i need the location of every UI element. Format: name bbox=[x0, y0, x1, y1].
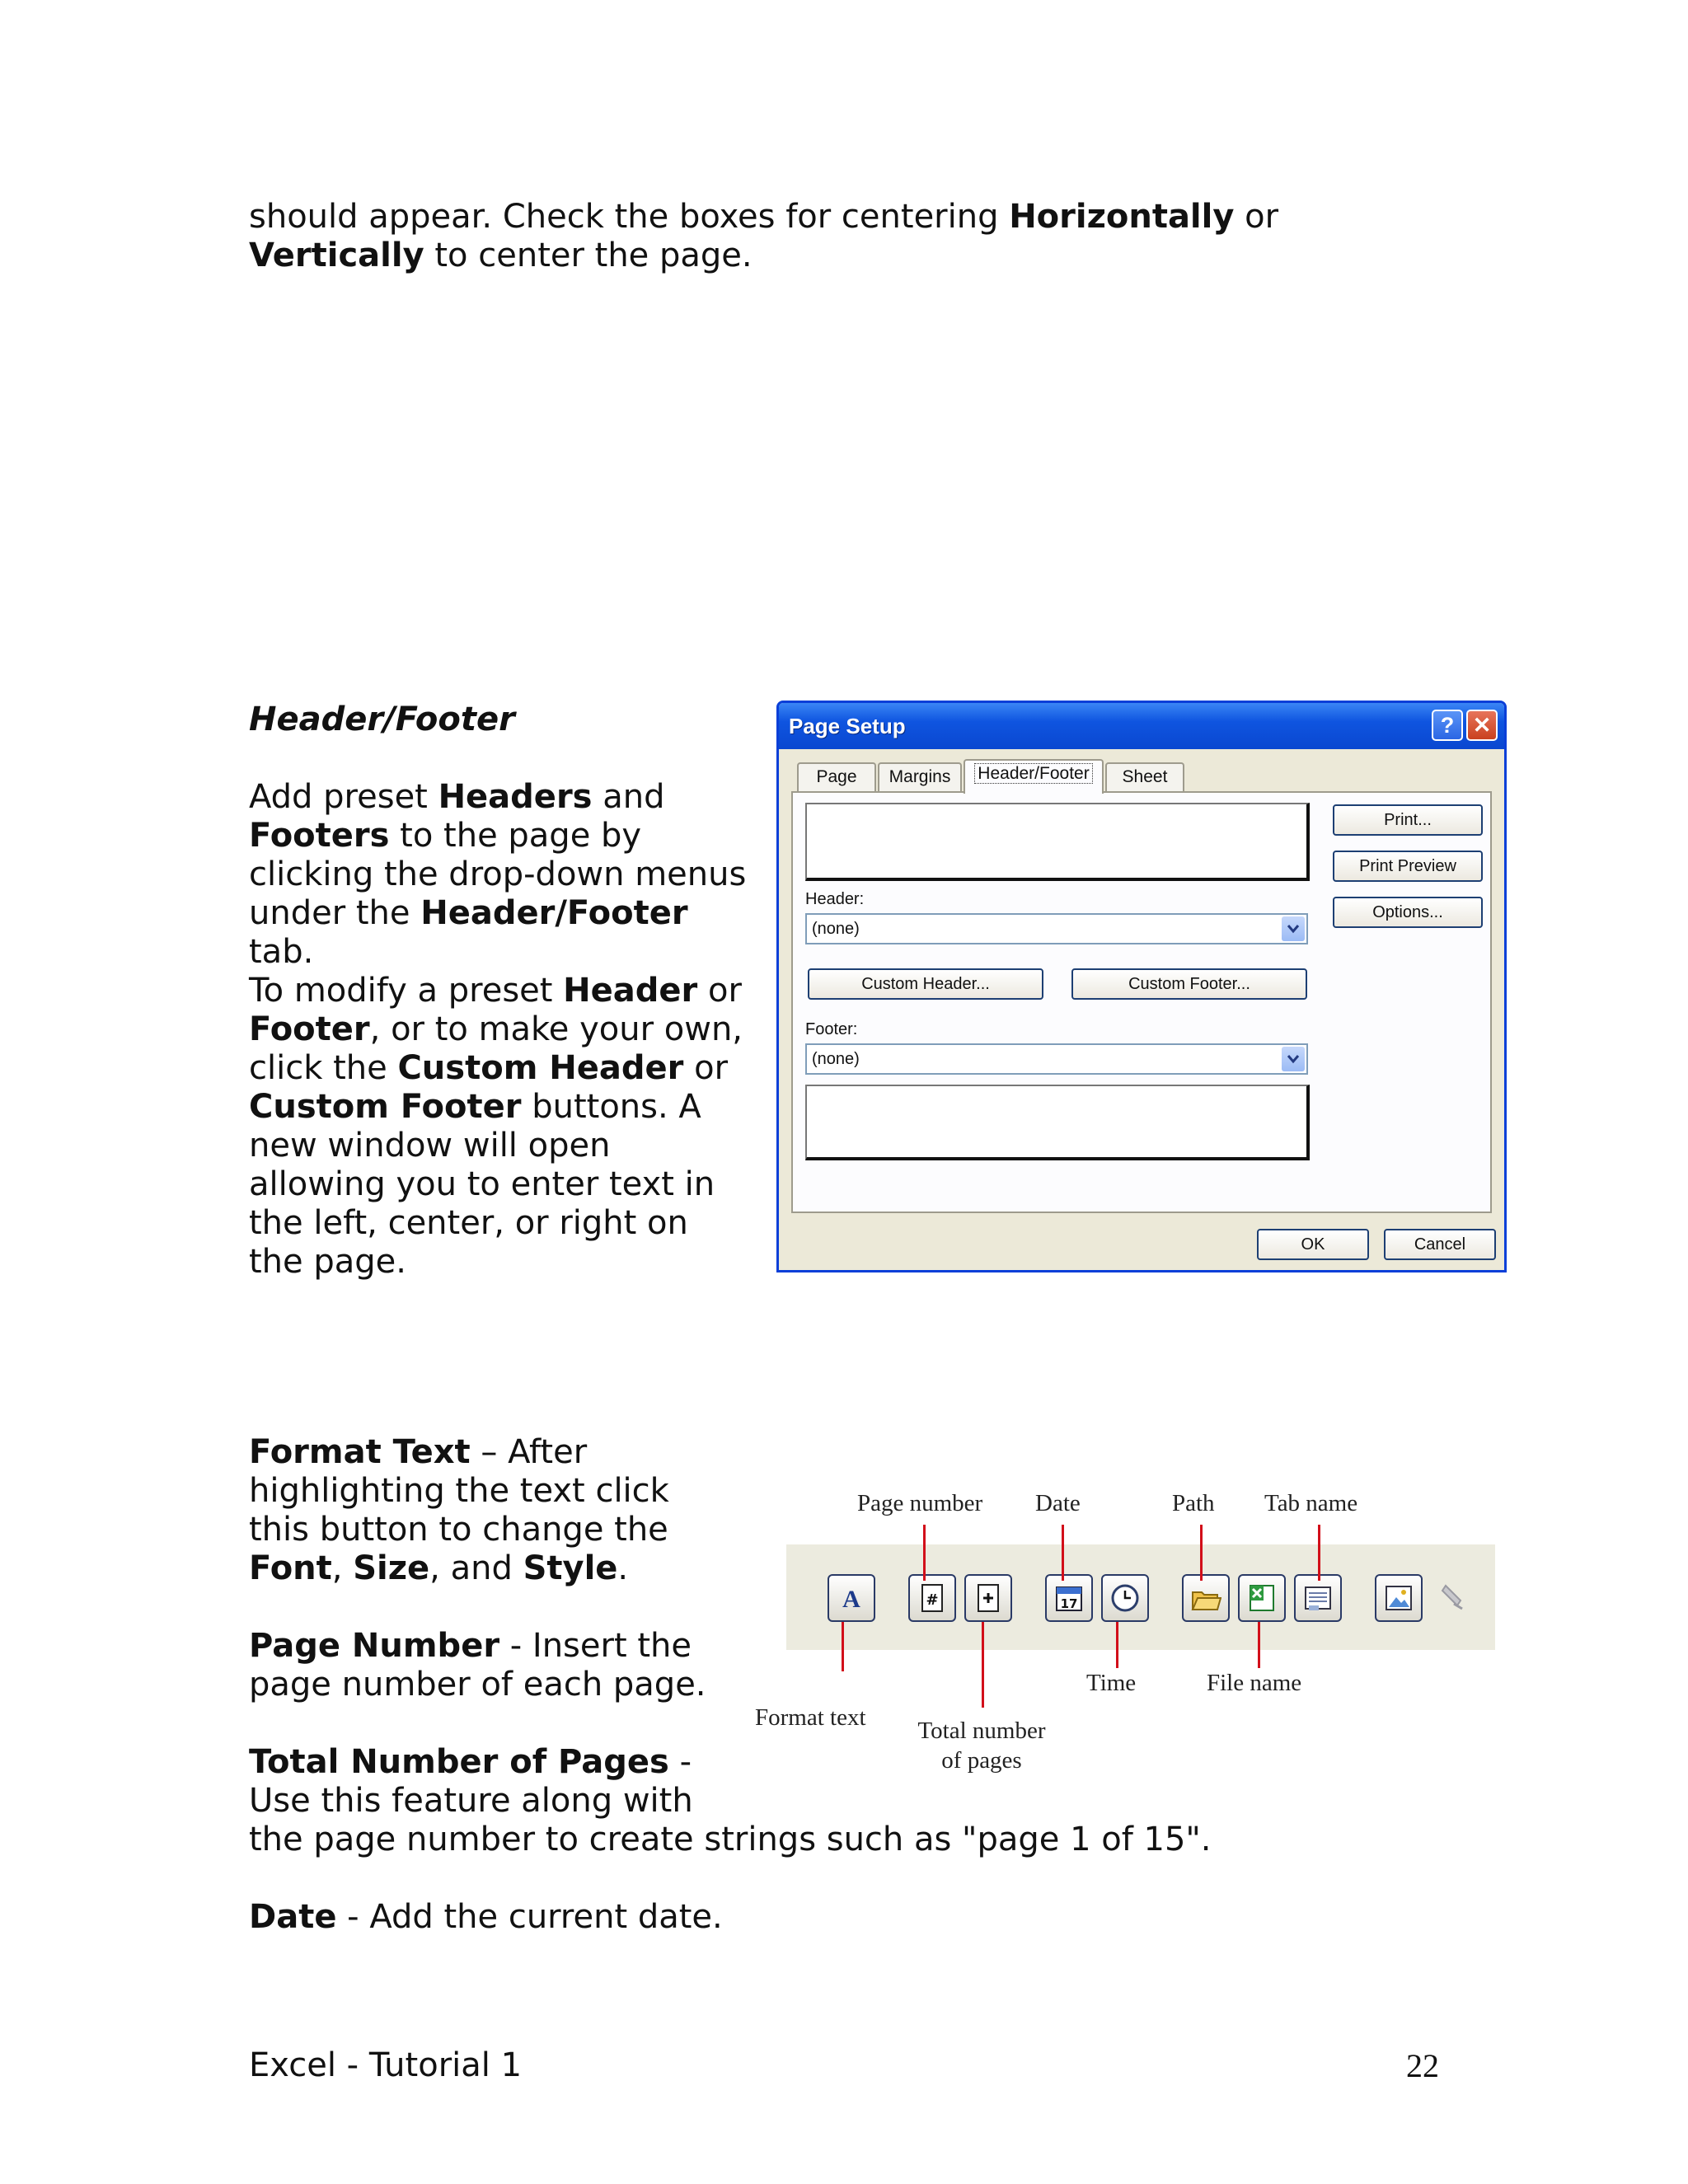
print-preview-button[interactable]: Print Preview bbox=[1333, 851, 1483, 882]
page-number-button[interactable] bbox=[908, 1574, 956, 1622]
options-button[interactable]: Options... bbox=[1333, 897, 1483, 928]
chevron-down-icon[interactable] bbox=[1282, 916, 1305, 941]
hf-line: the page. bbox=[249, 1243, 406, 1281]
callout-line-format-text bbox=[842, 1622, 844, 1671]
header-footer-panel bbox=[791, 791, 1492, 1213]
footer-title: Excel - Tutorial 1 bbox=[249, 2046, 523, 2084]
total-pages-line: Use this feature along with bbox=[249, 1782, 693, 1820]
callout-line-total-pages bbox=[982, 1622, 984, 1708]
header-preview bbox=[805, 803, 1310, 881]
tab-margins[interactable]: Margins bbox=[878, 762, 962, 792]
callout-line-file-name bbox=[1258, 1622, 1260, 1668]
label-total-pages: Total number of pages bbox=[917, 1718, 1046, 1774]
hf-line: clicking the drop-down menus bbox=[249, 855, 747, 893]
path-icon bbox=[1190, 1582, 1221, 1614]
label-path: Path bbox=[1172, 1490, 1215, 1516]
callout-line-page-number bbox=[923, 1525, 926, 1581]
label-page-number: Page number bbox=[857, 1490, 983, 1516]
hf-line: the left, center, or right on bbox=[249, 1204, 688, 1242]
footer-dropdown-value: (none) bbox=[812, 1050, 860, 1068]
section-heading-header-footer: Header/Footer bbox=[249, 701, 515, 738]
format-text-line: Font, Size, and Style. bbox=[249, 1549, 629, 1587]
callout-line-path bbox=[1200, 1525, 1203, 1581]
help-button[interactable]: ? bbox=[1432, 710, 1463, 741]
hf-line: click the Custom Header or bbox=[249, 1049, 729, 1087]
format-picture-icon bbox=[1437, 1581, 1469, 1612]
total-pages-line: Total Number of Pages - bbox=[249, 1743, 692, 1781]
format-text-line: Format Text – After bbox=[249, 1433, 588, 1471]
footer-dropdown[interactable] bbox=[805, 1043, 1308, 1075]
footer-page-number: 22 bbox=[1406, 2047, 1439, 2084]
total-pages-button[interactable] bbox=[964, 1574, 1012, 1622]
callout-line-tab-name bbox=[1318, 1525, 1320, 1581]
header-label: Header: bbox=[805, 890, 865, 908]
header-footer-toolbar bbox=[786, 1544, 1495, 1650]
format-text-line: this button to change the bbox=[249, 1511, 668, 1549]
format-text-button[interactable] bbox=[828, 1574, 875, 1622]
svg-text:A: A bbox=[842, 1586, 860, 1613]
label-date: Date bbox=[1035, 1490, 1081, 1516]
time-button[interactable] bbox=[1101, 1574, 1149, 1622]
total-pages-line: the page number to create strings such as "page 1 of 15". bbox=[249, 1821, 1212, 1858]
print-button[interactable]: Print... bbox=[1333, 804, 1483, 836]
intro-line-2: Vertically to center the page. bbox=[249, 237, 753, 274]
custom-footer-button[interactable]: Custom Footer... bbox=[1071, 968, 1307, 1000]
cancel-button[interactable]: Cancel bbox=[1384, 1229, 1496, 1260]
hf-line: tab. bbox=[249, 933, 314, 971]
footer-label: Footer: bbox=[805, 1020, 858, 1038]
format-text-icon bbox=[836, 1582, 867, 1614]
intro-line-1: should appear. Check the boxes for centering Horizontally or bbox=[249, 198, 1279, 236]
insert-picture-button[interactable] bbox=[1375, 1574, 1423, 1622]
hf-line: new window will open bbox=[249, 1127, 611, 1165]
tab-name-button[interactable] bbox=[1294, 1574, 1342, 1622]
svg-text:#: # bbox=[926, 1591, 939, 1609]
date-line: Date - Add the current date. bbox=[249, 1898, 723, 1936]
dialog-titlebar bbox=[779, 703, 1504, 749]
date-icon bbox=[1053, 1582, 1085, 1614]
tab-name-icon bbox=[1302, 1582, 1334, 1614]
dialog-title: Page Setup bbox=[789, 714, 906, 738]
file-name-icon bbox=[1246, 1582, 1278, 1614]
hf-line: Footers to the page by bbox=[249, 817, 642, 855]
page-number-icon bbox=[917, 1582, 948, 1614]
hf-line: Footer, or to make your own, bbox=[249, 1010, 743, 1048]
label-time: Time bbox=[1086, 1670, 1137, 1696]
callout-line-date bbox=[1062, 1525, 1064, 1581]
header-dropdown-value: (none) bbox=[812, 920, 860, 938]
page-number-line: page number of each page. bbox=[249, 1666, 706, 1704]
hf-line: Custom Footer buttons. A bbox=[249, 1088, 701, 1126]
label-tab-name: Tab name bbox=[1264, 1490, 1358, 1516]
path-button[interactable] bbox=[1182, 1574, 1230, 1622]
hf-line: allowing you to enter text in bbox=[249, 1165, 715, 1203]
close-button[interactable]: ✕ bbox=[1466, 710, 1498, 741]
header-dropdown[interactable] bbox=[805, 913, 1308, 944]
format-picture-button[interactable] bbox=[1431, 1574, 1479, 1622]
tab-page[interactable]: Page bbox=[797, 762, 876, 792]
tab-sheet[interactable]: Sheet bbox=[1105, 762, 1184, 792]
custom-header-button[interactable]: Custom Header... bbox=[808, 968, 1043, 1000]
format-text-line: highlighting the text click bbox=[249, 1472, 669, 1510]
hf-line: under the Header/Footer bbox=[249, 894, 688, 932]
hf-line: Add preset Headers and bbox=[249, 778, 665, 816]
file-name-button[interactable] bbox=[1238, 1574, 1286, 1622]
tab-header-footer[interactable]: Header/Footer bbox=[964, 759, 1104, 794]
label-format-text: Format text bbox=[755, 1704, 866, 1731]
picture-icon bbox=[1383, 1582, 1414, 1614]
svg-text:17: 17 bbox=[1060, 1596, 1078, 1611]
callout-line-time bbox=[1116, 1622, 1118, 1668]
footer-preview bbox=[805, 1085, 1310, 1160]
total-pages-icon bbox=[973, 1582, 1004, 1614]
page-setup-dialog bbox=[776, 701, 1507, 1272]
hf-line: To modify a preset Header or bbox=[249, 972, 742, 1010]
date-button[interactable] bbox=[1045, 1574, 1093, 1622]
page-number-line: Page Number - Insert the bbox=[249, 1627, 692, 1665]
chevron-down-icon[interactable] bbox=[1282, 1047, 1305, 1071]
time-icon bbox=[1109, 1582, 1141, 1614]
label-file-name: File name bbox=[1207, 1670, 1302, 1696]
ok-button[interactable]: OK bbox=[1257, 1229, 1369, 1260]
